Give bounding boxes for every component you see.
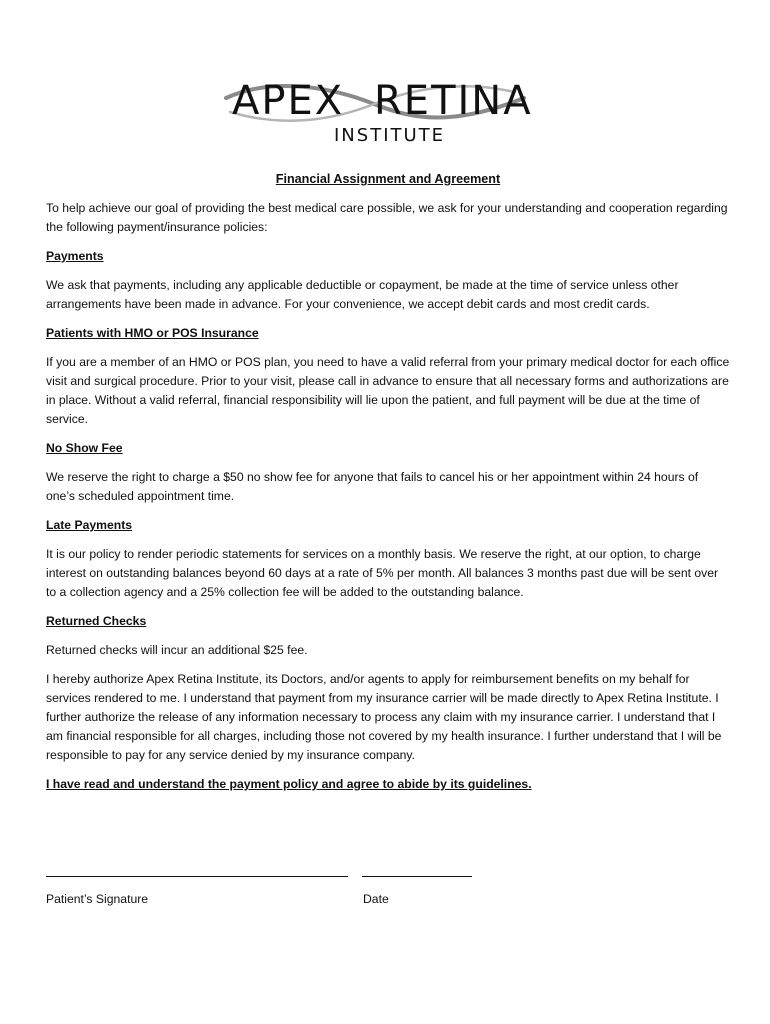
- section-heading-payments: Payments: [46, 249, 104, 263]
- section-body-no-show: We reserve the right to charge a $50 no show fee for anyone that fails to cancel his or her appointment within 24 hours of one’s scheduled appointment time.: [46, 470, 699, 503]
- authorization-paragraph: I hereby authorize Apex Retina Institute, its Doctors, and/or agents to apply for reimbursement benefits on my behalf for services rendered to me. I understand that payment from my insurance carrier will be made directly to Apex Retina Institute. I further authorize the release of any information necessary to process any claim with my insurance carrier. I understand that I am financial responsible for all charges, including those not covered by my health insurance. I further understand that I will be responsible to pay for any service denied by my insurance company.: [46, 672, 722, 762]
- agreement-statement: I have read and understand the payment policy and agree to abide by its guidelines.: [46, 777, 532, 791]
- intro-paragraph: To help achieve our goal of providing the best medical care possible, we ask for your understanding and cooperation regarding the following payment/insurance policies:: [46, 201, 728, 234]
- patient-signature-label: Patient’s Signature: [46, 892, 149, 906]
- logo-name-part2: RETINA: [374, 78, 533, 124]
- section-body-late-payments: It is our policy to render periodic statements for services on a monthly basis. We reserve the right, at our option, to charge interest on outstanding balances beyond 60 days at a rate of 5% per month. All balances 3 months past due will be sent over to a collection agency and a 25% collection fee will be added to the outstanding balance.: [46, 547, 719, 599]
- section-heading-late-payments: Late Payments: [46, 518, 133, 532]
- date-label: Date: [363, 892, 389, 906]
- section-body-hmo-pos: If you are a member of an HMO or POS plan, you need to have a valid referral from your primary medical doctor for each office visit and surgical procedure. Prior to your visit, please call in advance to ensure that all necessary forms and authorizations are in place. Without a valid referral, financial responsibility will lie upon the patient, and full payment will be due at the time of service.: [46, 355, 730, 426]
- logo-name-part1: APEX: [232, 78, 345, 124]
- patient-signature-line[interactable]: [46, 864, 348, 877]
- document-body: [46, 170, 730, 794]
- section-body-returned-checks: Returned checks will incur an additional $25 fee.: [46, 643, 308, 657]
- document-title: Financial Assignment and Agreement: [275, 172, 501, 186]
- signature-block: [46, 864, 546, 914]
- section-heading-no-show: No Show Fee: [46, 441, 123, 455]
- section-heading-returned-checks: Returned Checks: [46, 614, 147, 628]
- apex-retina-logo: [224, 70, 554, 150]
- section-heading-hmo-pos: Patients with HMO or POS Insurance: [46, 326, 259, 340]
- logo-subtitle: INSTITUTE: [334, 125, 446, 146]
- date-line[interactable]: [362, 864, 472, 877]
- section-body-payments: We ask that payments, including any applicable deductible or copayment, be made at the time of service unless other arrangements have been made in advance. For your convenience, we accept debit cards and most credit cards.: [46, 278, 679, 311]
